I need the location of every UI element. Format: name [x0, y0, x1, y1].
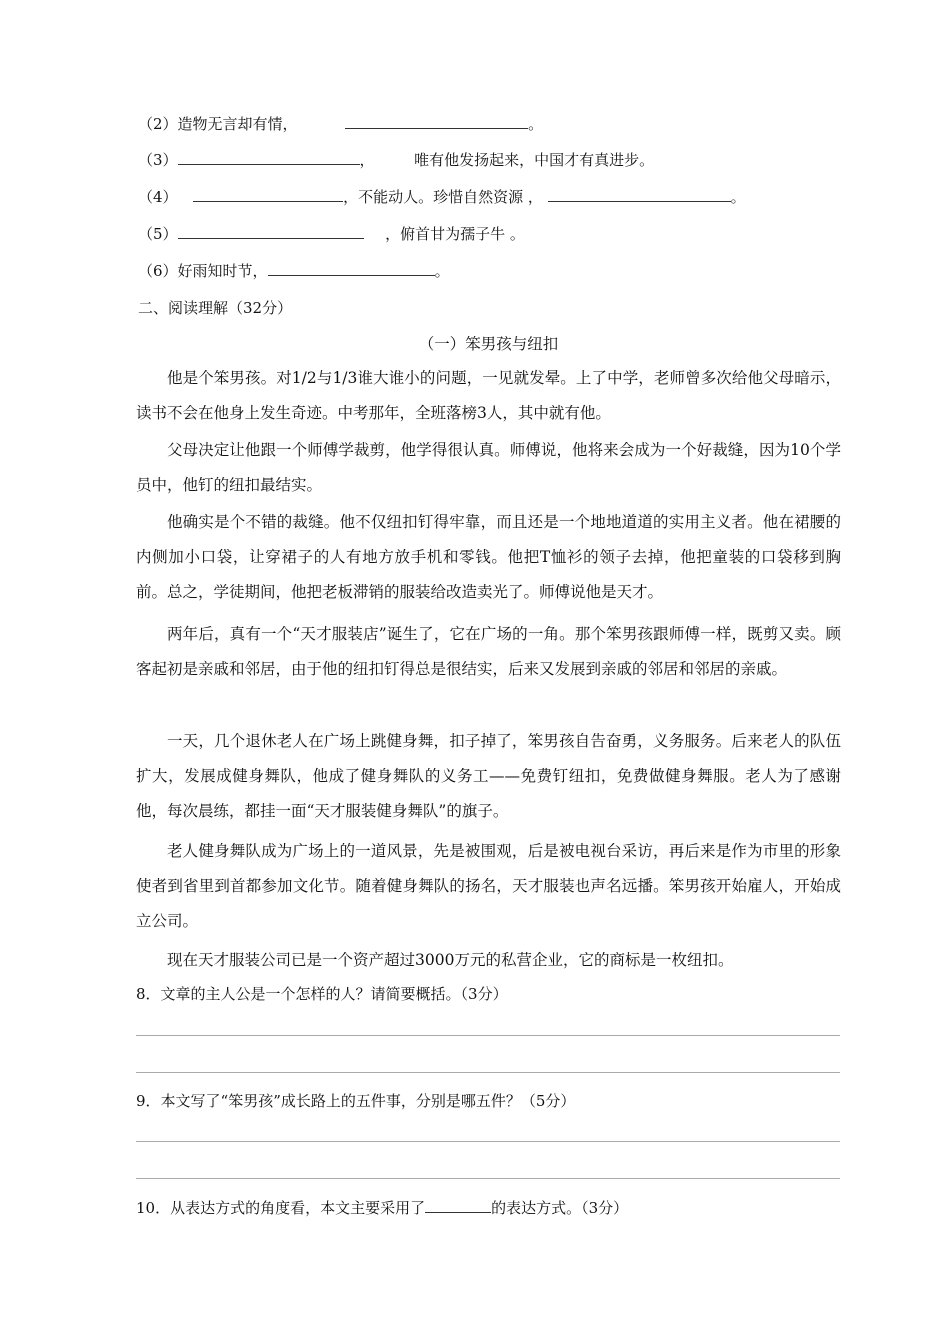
item-text-end: 。	[528, 115, 544, 133]
question-10	[136, 1198, 628, 1218]
item-label: （2）	[138, 115, 178, 133]
item-text: 造物无言却有情，	[177, 115, 298, 133]
answer-blank[interactable]	[425, 1198, 491, 1213]
item-text: ，俯首甘为孺子牛 。	[385, 225, 525, 243]
fill-blank-item-2	[138, 114, 543, 134]
passage-title: （一）笨男孩与纽扣	[418, 335, 559, 353]
fill-blank-item-5	[138, 224, 525, 244]
question-10-text-end: 的表达方式。（3分）	[491, 1199, 629, 1217]
item-label: （6）	[138, 262, 178, 280]
answer-blank[interactable]	[268, 261, 435, 276]
passage-paragraph-4: 两年后，真有一个“天才服装店”诞生了，它在广场的一角。那个笨男孩跟师傅一样，既剪又卖。顾客起初是亲戚和邻居，由于他的纽扣钉得总是很结实，后来又发展到亲戚的邻居和邻居的亲戚。	[136, 625, 841, 678]
fill-blank-item-6	[138, 261, 450, 281]
item-text: ，不能动人。珍惜自然资源 ，	[343, 188, 543, 206]
question-9: 9．本文写了“笨男孩”成长路上的五件事，分别是哪五件？（5分）	[136, 1092, 576, 1110]
fill-blank-item-3	[138, 150, 654, 170]
answer-blank[interactable]	[193, 187, 343, 202]
item-text: 好雨知时节，	[177, 262, 268, 280]
answer-line[interactable]	[136, 1072, 840, 1073]
item-label: （5）	[138, 225, 178, 243]
fill-blank-item-4	[138, 187, 746, 207]
answer-line[interactable]	[136, 1141, 840, 1142]
answer-blank[interactable]	[178, 224, 364, 239]
answer-line[interactable]	[136, 1178, 840, 1179]
item-label: （4）	[138, 188, 178, 206]
question-8: 8．文章的主人公是一个怎样的人？请简要概括。（3分）	[136, 985, 508, 1003]
passage-paragraph-3: 他确实是个不错的裁缝。他不仅纽扣钉得牢靠，而且还是一个地地道道的实用主义者。他在裙腰的内侧加小口袋，让穿裙子的人有地方放手机和零钱。他把T恤衫的领子去掉，他把童装的口袋移到胸前。总之，学徒期间，他把老板滞销的服装给改造卖光了。师傅说他是天才。	[136, 513, 841, 601]
answer-blank[interactable]	[178, 150, 360, 165]
item-text-end: 。	[730, 188, 746, 206]
passage-paragraph-1: 他是个笨男孩。对1/2与1/3谁大谁小的问题，一见就发晕。上了中学，老师曾多次给他父母暗示，读书不会在他身上发生奇迹。中考那年，全班落榜3人，其中就有他。	[136, 369, 841, 422]
item-text-end: 。	[434, 262, 450, 280]
item-text: ，	[359, 151, 375, 169]
item-text-tail: 唯有他发扬起来，中国才有真进步。	[414, 151, 655, 169]
passage-paragraph-5: 一天，几个退休老人在广场上跳健身舞，扣子掉了，笨男孩自告奋勇，义务服务。后来老人的队伍扩大，发展成健身舞队，他成了健身舞队的义务工——免费钉纽扣，免费做健身舞服。老人为了感谢他，每次晨练，都挂一面“天才服装健身舞队”的旗子。	[136, 732, 841, 820]
section-heading: 二、阅读理解（32分）	[138, 299, 293, 317]
answer-blank[interactable]	[345, 114, 528, 129]
passage-paragraph-6: 老人健身舞队成为广场上的一道风景，先是被围观，后是被电视台采访，再后来是作为市里的形象使者到省里到首都参加文化节。随着健身舞队的扬名，天才服装也声名远播。笨男孩开始雇人，开始成立公司。	[136, 842, 841, 930]
passage-paragraph-2: 父母决定让他跟一个师傅学裁剪，他学得很认真。师傅说，他将来会成为一个好裁缝，因为10个学员中，他钉的纽扣最结实。	[136, 441, 841, 494]
question-10-text: 10．从表达方式的角度看，本文主要采用了	[136, 1199, 426, 1217]
passage-paragraph-7: 现在天才服装公司已是一个资产超过3000万元的私营企业，它的商标是一枚纽扣。	[167, 951, 734, 969]
answer-blank-2[interactable]	[548, 187, 731, 202]
answer-line[interactable]	[136, 1035, 840, 1036]
item-label: （3）	[138, 151, 178, 169]
